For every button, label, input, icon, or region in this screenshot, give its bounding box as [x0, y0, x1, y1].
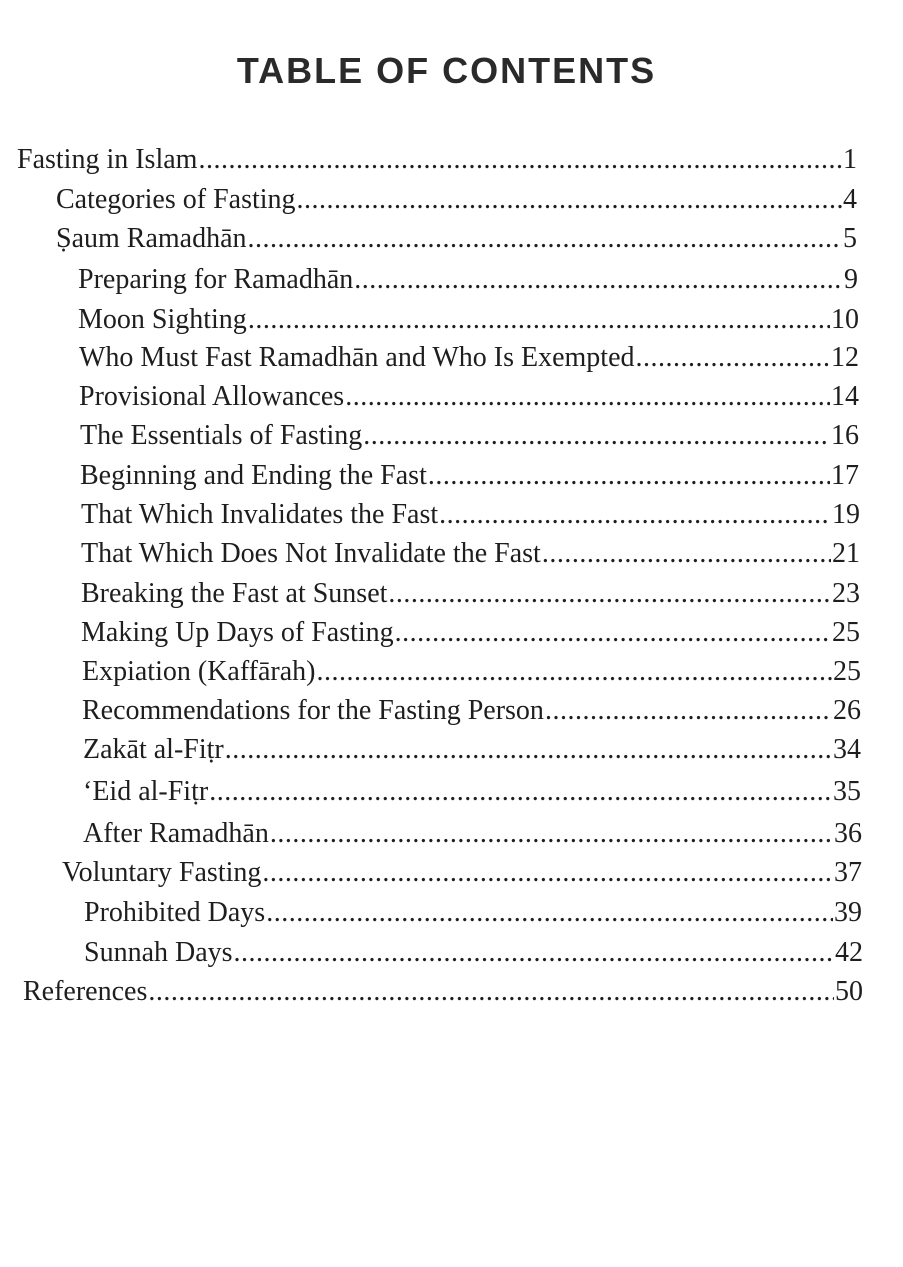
toc-entry-label: Recommendations for the Fasting Person	[82, 695, 544, 726]
toc-entry-label: That Which Does Not Invalidate the Fast	[81, 538, 541, 569]
toc-entry-label: ‘Eid al-Fiṭr	[83, 776, 209, 807]
toc-entry-label: Categories of Fasting	[56, 184, 296, 215]
toc-entry[interactable]	[84, 937, 863, 973]
toc-page-number: 21	[832, 538, 860, 569]
toc-page-number: 17	[831, 460, 859, 491]
toc-entry-label: Ṣaum Ramadhān	[56, 223, 247, 254]
toc-leader-dots	[266, 897, 833, 929]
toc-page-number: 39	[834, 897, 862, 928]
toc-entry-label: Who Must Fast Ramadhān and Who Is Exempted	[79, 342, 635, 373]
toc-entry[interactable]	[83, 734, 861, 770]
toc-entry-label: Preparing for Ramadhān	[78, 264, 354, 295]
page-title: TABLE OF CONTENTS	[236, 50, 657, 91]
toc-page-number: 9	[844, 264, 858, 295]
toc-page-number: 35	[833, 776, 861, 807]
toc-leader-dots	[248, 304, 830, 336]
toc-page-number: 5	[843, 223, 857, 254]
toc-leader-dots	[388, 578, 831, 610]
toc-leader-dots	[198, 144, 842, 176]
toc-leader-dots	[234, 937, 834, 969]
toc-page-number: 1	[843, 144, 857, 175]
toc-entry[interactable]	[56, 223, 857, 259]
toc-leader-dots	[354, 264, 843, 296]
toc-leader-dots	[428, 460, 830, 492]
toc-entry[interactable]	[80, 420, 859, 456]
toc-leader-dots	[395, 617, 831, 649]
toc-leader-dots	[148, 976, 834, 1008]
toc-page-number: 34	[833, 734, 861, 765]
toc-entry[interactable]	[83, 776, 861, 812]
toc-entry-label: Moon Sighting	[78, 304, 247, 335]
toc-entry[interactable]	[82, 656, 861, 692]
toc-entry-label: Making Up Days of Fasting	[81, 617, 394, 648]
toc-entry-label: Prohibited Days	[84, 897, 266, 928]
toc-leader-dots	[439, 499, 831, 531]
toc-entry[interactable]	[81, 578, 860, 614]
toc-leader-dots	[248, 223, 842, 255]
toc-page-number: 16	[831, 420, 859, 451]
toc-page-number: 36	[834, 818, 862, 849]
toc-page-number: 42	[835, 937, 863, 968]
toc-leader-dots	[262, 857, 833, 889]
toc-page-number: 23	[832, 578, 860, 609]
toc-page-number: 26	[833, 695, 861, 726]
toc-entry-label: The Essentials of Fasting	[80, 420, 363, 451]
toc-entry[interactable]	[82, 695, 861, 731]
toc-entry-label: References	[23, 976, 148, 1007]
toc-leader-dots	[345, 381, 830, 413]
toc-entry[interactable]	[81, 499, 860, 535]
toc-entry-label: After Ramadhān	[83, 818, 269, 849]
toc-page-number: 50	[835, 976, 863, 1007]
toc-leader-dots	[636, 342, 830, 374]
toc-entry-label: Fasting in Islam	[17, 144, 198, 175]
toc-entry-label: Zakāt al-Fiṭr	[83, 734, 224, 765]
toc-entry[interactable]	[56, 184, 857, 220]
toc-page-number: 25	[832, 617, 860, 648]
toc-leader-dots	[297, 184, 842, 216]
toc-page-number: 25	[833, 656, 861, 687]
toc-leader-dots	[363, 420, 830, 452]
toc-entry[interactable]	[23, 976, 863, 1012]
toc-entry-label: Sunnah Days	[84, 937, 233, 968]
toc-leader-dots	[317, 656, 833, 688]
toc-page-number: 10	[831, 304, 859, 335]
toc-entry[interactable]	[79, 381, 859, 417]
toc-entry-label: That Which Invalidates the Fast	[81, 499, 439, 530]
toc-leader-dots	[545, 695, 832, 727]
toc-leader-dots	[225, 734, 832, 766]
toc-page-number: 12	[831, 342, 859, 373]
toc-entry[interactable]	[17, 144, 857, 180]
toc-leader-dots	[209, 776, 832, 808]
toc-entry-label: Voluntary Fasting	[62, 857, 262, 888]
toc-entry[interactable]	[83, 818, 862, 854]
toc-leader-dots	[542, 538, 831, 570]
toc-entry-label: Expiation (Kaffārah)	[82, 656, 316, 687]
toc-entry-label: Beginning and Ending the Fast	[80, 460, 427, 491]
toc-page-number: 4	[843, 184, 857, 215]
toc-page-number: 19	[832, 499, 860, 530]
toc-entry[interactable]	[79, 342, 859, 378]
toc-page-number: 14	[831, 381, 859, 412]
toc-entry-label: Provisional Allowances	[79, 381, 345, 412]
toc-entry[interactable]	[62, 857, 862, 893]
toc-entry[interactable]	[81, 538, 860, 574]
toc-page-number: 37	[834, 857, 862, 888]
toc-entry[interactable]	[78, 264, 858, 300]
toc-entry[interactable]	[81, 617, 860, 653]
toc-entry[interactable]	[78, 304, 859, 340]
toc-entry[interactable]	[84, 897, 862, 933]
toc-entry-label: Breaking the Fast at Sunset	[81, 578, 388, 609]
toc-leader-dots	[270, 818, 833, 850]
toc-entry[interactable]	[80, 460, 859, 496]
